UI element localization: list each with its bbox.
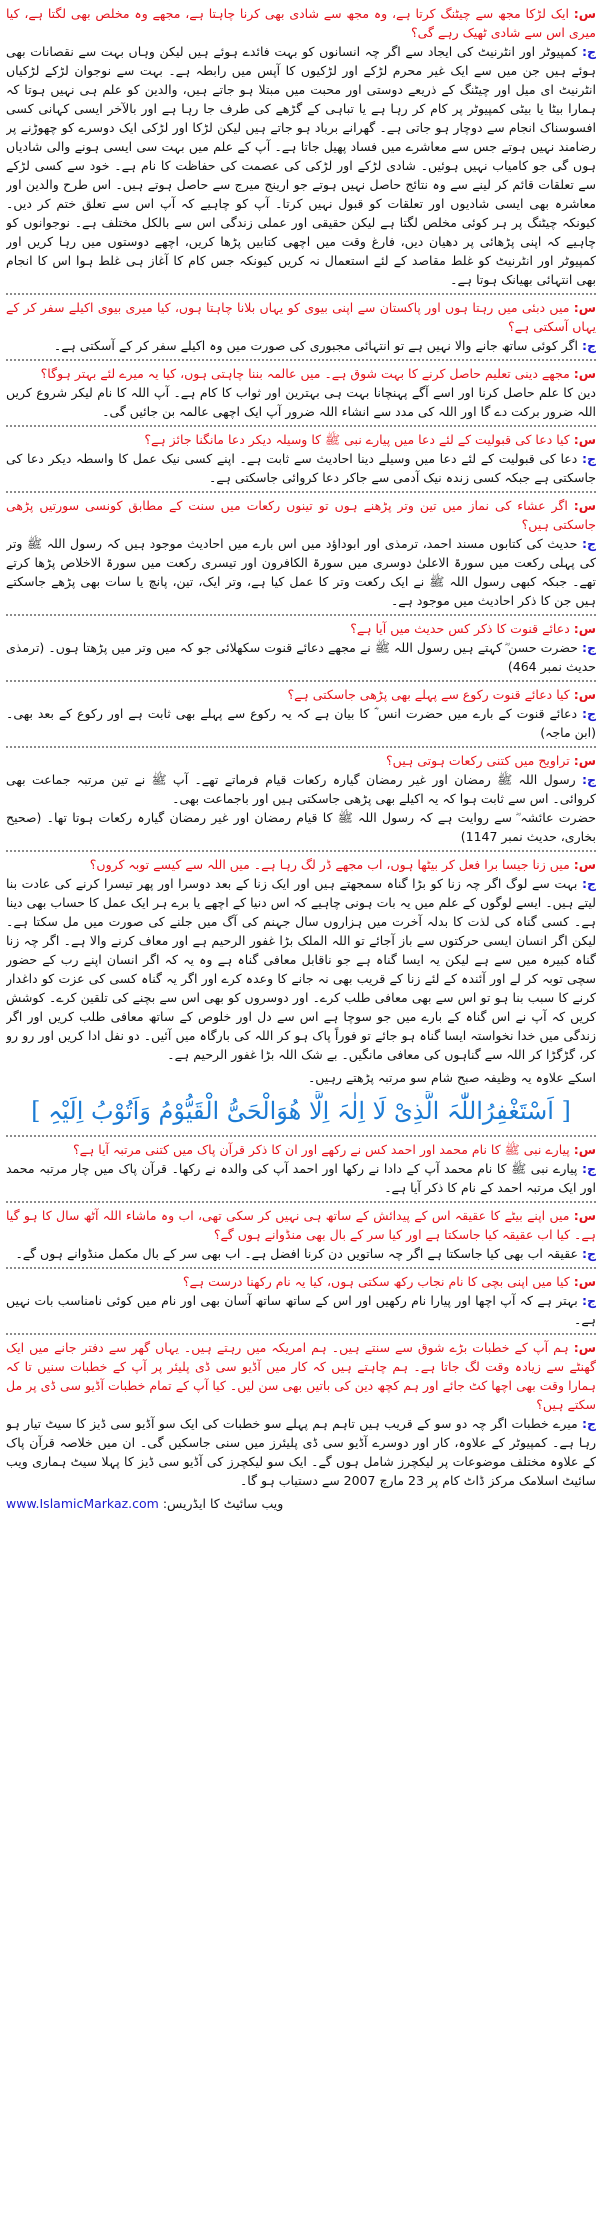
divider (6, 1201, 596, 1203)
answer (6, 383, 596, 421)
question (6, 364, 596, 383)
qa-item (6, 430, 596, 487)
answer-text: کمپیوٹر اور انٹرنیٹ کی ایجاد سے اگر چہ انسانوں کو بہت فائدے ہوئے ہیں لیکن وہاں بہت سے نقصانات بھی ہوئے ہیں جن میں سے ایک غیر محرم لڑکے اور لڑکیوں کا آپس میں رابطہ ہے۔ بہت سے نوجوان لڑکے لڑکیاں انٹرنیٹ ای میل اور چیٹنگ کے ذریعے دوستی اور محبت میں مبتلا ہو جاتے ہیں، والدین کو علم ہی نہیں ہوتا کہ ہمارا بیٹا یا بیٹی کمپیوٹر پر کام کر رہا ہے یا تباہی کے گڑھے کی طرف جا رہا ہے اور بالآخر ایسی کہانی کسی افسوسناک انجام سے دوچار ہو جاتی ہے۔ گھرانے برباد ہو جاتے ہیں لیکن لڑکا اور لڑکی ایک دوسرے کو چھوڑنے پر رضامند نہیں ہوتے جس سے معاشرے میں فساد پھیل جاتا ہے۔ آپ کے علم میں بہت سی ایسی ہونے والی شادیاں ہوں گی جو کامیاب نہیں ہوئیں۔ شادی لڑکے اور لڑکی کی عصمت کی حفاظت کا نام ہے۔ خود سے کسی لڑکے سے تعلقات قائم کر لینے سے وہ نتائج حاصل نہیں ہوتے جو ارینج میرج سے حاصل ہوتے ہیں۔ اس طرح والدین اور معاشرہ بھی ایسی شادیوں اور تعلقات کو قبول نہیں کرتا۔ آپ کو چاہیے کہ آپ اس سے تعلق ختم کر دیں۔ کیونکہ چیٹنگ پر ہر کوئی مخلص لگتا ہے لیکن حقیقی اور عملی زندگی اس سے بالکل مختلف ہے۔ نوجوانوں کو چاہیے کہ اپنی پڑھائی پر دھیان دیں، فارغ وقت میں اچھی کتابیں پڑھا کریں، اچھے دوستوں میں رہا کریں اور کمپیوٹر اور انٹرنیٹ کو غلط مقاصد کے لئے استعمال نہ کریں کیونکہ جس کام کا آغاز ہی غلط ہوا اس کا انجام بھی انتہائی بھیانک ہوتا ہے۔ (6, 44, 596, 287)
question (6, 619, 596, 638)
footer-label: ویب سائیٹ کا ایڈریس: (162, 1496, 284, 1511)
answer (6, 874, 596, 1064)
divider (6, 614, 596, 616)
answer-prefix: ج: (581, 1293, 596, 1308)
answer-prefix: ج: (581, 536, 596, 551)
website-link[interactable]: www.IslamicMarkaz.com (6, 1496, 159, 1511)
question-text: کیا میں اپنی بچی کا نام نجاب رکھ سکتی ہوں، کیا یہ نام رکھنا درست ہے؟ (182, 1274, 570, 1289)
answer-text: بہتر ہے کہ آپ اچھا اور پیارا نام رکھیں اور اس کے ساتھ ساتھ آسان بھی اور نام میں کوئی نامناسب بات نہیں ہے۔ (6, 1293, 596, 1327)
answer-text: میرے خطبات اگر چہ دو سو کے قریب ہیں تاہم ہم پہلے سو خطبات کی ایک سو آڈیو سی ڈیز کا سیٹ تیار ہو رہا ہے۔ کمپیوٹر کے علاوہ، کار اور دوسرے آڈیو سی ڈی پلیئرز میں سنی جاسکیں گی۔ ان میں خلاصہ قرآن پاک کے علاوہ مختلف موضوعات پر لیکچرز شامل ہوں گے۔ ایک سو لیکچرز کی آڈیو سی ڈیز کا پہلا سیٹ ہماری ویب سائیٹ اسلامک مرکز ڈاٹ کام پر 23 مارچ 2007 سے دستیاب ہو گا۔ (6, 1416, 596, 1488)
divider (6, 1267, 596, 1269)
question-text: ہم آپ کے خطبات بڑے شوق سے سنتے ہیں۔ ہم امریکہ میں رہتے ہیں۔ یہاں گھر سے دفتر جانے میں ایک گھنٹے سے زیادہ وقت لگ جاتا ہے۔ ہم چاہتے ہیں کہ کار میں آڈیو سی ڈی پلیئر پر آپ کے خطبات سنیں تا کہ ہمارا وقت بھی اچھا کٹ جائے اور ہم کچھ دین کی باتیں بھی سن لیں۔ کیا آپ کے تمام خطبات آڈیو سی ڈی پر مل سکتے ہیں؟ (6, 1340, 596, 1412)
question-prefix: س: (573, 366, 596, 381)
question (6, 751, 596, 770)
question-prefix: س: (573, 687, 596, 702)
qa-item (6, 298, 596, 355)
question-prefix: س: (573, 6, 596, 21)
answer (6, 1244, 596, 1263)
divider (6, 1333, 596, 1335)
qa-item (6, 685, 596, 742)
answer (6, 534, 596, 610)
qa-item (6, 1338, 596, 1490)
answer-text: اگر کوئی ساتھ جانے والا نہیں ہے تو انتہائی مجبوری کی صورت میں وہ اکیلے سفر کر کے آسکتی ہے۔ (53, 338, 578, 353)
question-text: پیارے نبی ﷺ کا نام محمد اور احمد کس نے رکھے اور ان کا ذکر قرآن پاک میں کتنی مرتبہ آیا ہے؟ (73, 1142, 570, 1157)
question-prefix: س: (573, 621, 596, 636)
qa-item (6, 751, 596, 846)
qa-item (6, 855, 596, 1064)
question-prefix: س: (573, 857, 596, 872)
answer-text: پیارے نبی ﷺ کا نام محمد آپ کے دادا نے رکھا اور احمد آپ کی والدہ نے رکھا۔ قرآن پاک میں چار مرتبہ محمد اور ایک مرتبہ احمد کے نام کا ذکر آیا ہے۔ (6, 1161, 596, 1195)
divider (6, 850, 596, 852)
divider (6, 359, 596, 361)
question (6, 430, 596, 449)
answer (6, 704, 596, 742)
question-text: دعائے قنوت کا ذکر کس حدیث میں آیا ہے؟ (350, 621, 570, 636)
answer (6, 449, 596, 487)
qa-item (6, 364, 596, 421)
qa-item (6, 4, 596, 289)
question-text: میں زنا جیسا برا فعل کر بیٹھا ہوں، اب مجھے ڈر لگ رہا ہے۔ میں اللہ سے کیسے توبہ کروں؟ (89, 857, 570, 872)
answer-text: دین کا علم حاصل کرنا اور اسے آگے پہنچانا بہت ہی بہترین اور ثواب کا کام ہے۔ آپ اللہ کا نام لیکر شروع کریں اللہ ضرور برکت دے گا اور اللہ کی مدد سے انشاء اللہ ضرور آپ ایک اچھی عالمہ بن جائیں گی۔ (6, 385, 596, 419)
answer (6, 1159, 596, 1197)
question-text: کیا دعائے قنوت رکوع سے پہلے بھی پڑھی جاسکتی ہے؟ (287, 687, 570, 702)
question (6, 496, 596, 534)
question (6, 298, 596, 336)
question-text: میں اپنے بیٹے کا عقیقہ اس کے پیدائش کے ساتھ ہی نہیں کر سکی تھی، اب وہ ماشاء اللہ آٹھ سال کا ہو گیا ہے۔ کیا اب عقیقہ کیا جاسکتا ہے اور کیا سر کے بال بھی منڈوانے ہوں گے؟ (6, 1208, 596, 1242)
answer-text: حضرت حسن ؓ کہتے ہیں رسول اللہ ﷺ نے مجھے دعائے قنوت سکھلائی جو کہ میں وتر میں پڑھتا ہوں۔ (48, 640, 578, 655)
answer-prefix: ج: (581, 44, 596, 59)
answer (6, 770, 596, 808)
qa-item (6, 1140, 596, 1197)
question (6, 1206, 596, 1244)
answer-prefix: ج: (581, 640, 596, 655)
question-prefix: س: (573, 300, 596, 315)
qa-item (6, 619, 596, 676)
answer-extra-text: حضرت عائشہ ؓ سے روایت ہے کہ رسول اللہ ﷺ کا قیام رمضان اور غیر رمضان گیارہ رکعات ہوتا تھا۔ (46, 810, 596, 825)
qa-item (6, 1272, 596, 1329)
divider (6, 746, 596, 748)
answer-prefix: ج: (581, 338, 596, 353)
question-prefix: س: (573, 1142, 596, 1157)
question (6, 685, 596, 704)
answer-text: دعائے قنوت کے بارے میں حضرت انس ؓ کا بیان ہے کہ یہ رکوع سے پہلے بھی ثابت ہے اور رکوع کے بعد بھی۔ (6, 706, 578, 721)
question-text: مجھے دینی تعلیم حاصل کرنے کا بہت شوق ہے۔ میں عالمہ بننا چاہتی ہوں، کیا یہ میرے لئے بہتر ہوگا؟ (40, 366, 570, 381)
hadith-reference: (ابن ماجہ) (540, 725, 596, 740)
answer (6, 1291, 596, 1329)
divider (6, 680, 596, 682)
answer-prefix: ج: (581, 876, 596, 891)
qa-article (6, 4, 596, 2216)
answer (6, 638, 596, 676)
wazifa-intro: اسکے علاوہ یہ وظیفہ صبح شام سو مرتبہ پڑھتے رہیں۔ (307, 1070, 596, 1085)
answer-text: دعا کی قبولیت کے لئے دعا میں وسیلے دینا احادیث سے ثابت ہے۔ اپنے کسی نیک عمل کا واسطہ دیکر دعا کی جاسکتی ہے جبکہ کسی زندہ نیک آدمی سے جاکر دعا کروائی جاسکتی ہے۔ (6, 451, 596, 485)
question-prefix: س: (573, 432, 596, 447)
divider (6, 1135, 596, 1137)
question-text: اگر عشاء کی نماز میں تین وتر پڑھنے ہوں تو تینوں رکعات میں سنت کے مطابق کونسی سورتیں پڑھی جاسکتی ہیں؟ (6, 498, 596, 532)
question-prefix: س: (573, 1274, 596, 1289)
answer-text: رسول اللہ ﷺ رمضان اور غیر رمضان گیارہ رکعات قیام فرماتے تھے۔ آپ ﷺ نے تین مرتبہ جماعت بھی کروائی۔ اس سے ثابت ہوا کہ یہ اکیلے بھی پڑھی جاسکتی ہیں اور باجماعت بھی۔ (6, 772, 596, 806)
answer-text: بہت سے لوگ اگر چہ زنا کو بڑا گناہ سمجھتے ہیں اور ایک زنا کے بعد دوسرا اور پھر تیسرا کرنے کی عادت بنا لیتے ہیں۔ ایسے لوگوں کے علم میں یہ بات ہونی چاہیے کہ اس دنیا کے اچھے یا برے ہر ایک عمل کا حساب بھی دینا ہے۔ کسی گناہ کی لذت کا بدلہ آخرت میں ہزاروں سال جہنم کی آگ میں جلنے کی صورت میں مل سکتا ہے۔ لیکن اگر انسان ایسی حرکتوں سے باز آجائے تو اللہ الملک بڑا غفور الرحیم ہے اور معاف کرنے والا ہے۔ اگر چہ زنا گناہ کبیرہ میں سے ہے لیکن یہ ایسا گناہ ہے جو ناقابل معافی گناہ ہے وہ یہ کہ اگر انسان اپنے رب کے حضور سچی توبہ کر لے اور آئندہ کے لئے زنا کے قریب بھی نہ جانے کا وعدہ کرے اور اگر یہ گناہ کسی کی عزت کو داغدار کرنے کا سبب بنا ہو تو اس سے بھی معافی طلب کرے۔ اور دوسروں کو بھی اس سے بچنے کی تلقین کرے۔ کوشش کریں کہ آپ نے اس گناہ کے بارے میں جو سوچا ہے اس سے دل اور خلوص کے ساتھ معافی طلب کریں اور اگر زندگی میں خدا نخواستہ ایسا گناہ ہو جائے تو فوراً پاک ہو کر اللہ کی بارگاہ میں آئیں۔ دو نفل ادا کریں اور رو رو کر، گڑگڑا کر اللہ سے گناہوں کی معافی مانگیں۔ بے شک اللہ بڑا غفور الرحیم ہے۔ (6, 876, 596, 1062)
question (6, 4, 596, 42)
dua-text: [ اَسْتَغْفِرُاللّٰہَ الَّذِیْ لَا اِلٰہَ اِلَّا ھُوَالْحَیُّ الْقَیُّوْمُ وَاَتُوْبُ اِلَیْہِ ] (31, 1097, 571, 1125)
question-text: ایک لڑکا مجھ سے چیٹنگ کرتا ہے، وہ مجھ سے شادی بھی کرنا چاہتا ہے، مجھے وہ مخلص بھی لگتا ہے، کیا میری اس سے شادی ٹھیک رہے گی؟ (6, 6, 596, 40)
answer (6, 336, 596, 355)
question-text: میں دبئی میں رہتا ہوں اور پاکستان سے اپنی بیوی کو یہاں بلانا چاہتا ہوں، کیا میری بیوی اکیلے سفر کر کے یہاں آسکتی ہے؟ (6, 300, 596, 334)
answer-text: حدیث کی کتابوں مسند احمد، ترمذی اور ابوداؤد میں اس بارے میں احادیث موجود ہیں کہ رسول اللہ ﷺ وتر کی پہلی رکعت میں سورۃ الاعلیٰ دوسری میں سورۃ الکافرون اور تیسری رکعت میں سورۃ الاخلاص پڑھا کرتے تھے۔ جبکہ کبھی رسول اللہ ﷺ نے ایک رکعت وتر کا عمل کیا ہے، وتر ایک، تین، پانچ یا سات بھی پڑھے جاسکتے ہیں جن کا ذکر احادیث میں موجود ہے۔ (6, 536, 596, 608)
answer (6, 1414, 596, 1490)
qa-item (6, 496, 596, 610)
question-prefix: س: (573, 753, 596, 768)
answer-prefix: ج: (581, 1246, 596, 1261)
question (6, 1272, 596, 1291)
answer-text: عقیقہ اب بھی کیا جاسکتا ہے اگر چہ ساتویں دن کرنا افضل ہے۔ اب بھی سر کے بال مکمل منڈوانے ہوں گے۔ (15, 1246, 578, 1261)
question-text: کیا دعا کی قبولیت کے لئے دعا میں پیارے نبی ﷺ کا وسیلہ دیکر دعا مانگنا جائز ہے؟ (144, 432, 570, 447)
answer-prefix: ج: (581, 706, 596, 721)
website-footer (6, 1494, 596, 1513)
hadith-reference: (صحیح بخاری، حدیث نمبر 1147) (6, 810, 596, 844)
question (6, 1338, 596, 1414)
question (6, 855, 596, 874)
question-prefix: س: (573, 1208, 596, 1223)
question (6, 1140, 596, 1159)
divider (6, 425, 596, 427)
qa-item (6, 1206, 596, 1263)
answer-prefix: ج: (581, 1161, 596, 1176)
hadith-reference: (ترمذی حدیث نمبر 464) (6, 640, 596, 674)
question-prefix: س: (573, 498, 596, 513)
divider (6, 293, 596, 295)
answer-extra (6, 808, 596, 846)
divider (6, 491, 596, 493)
answer (6, 42, 596, 289)
question-prefix: س: (573, 1340, 596, 1355)
answer-prefix: ج: (581, 1416, 596, 1431)
answer-prefix: ج: (581, 451, 596, 466)
answer-prefix: ج: (581, 772, 596, 787)
question-text: تراویح میں کتنی رکعات ہوتی ہیں؟ (386, 753, 570, 768)
